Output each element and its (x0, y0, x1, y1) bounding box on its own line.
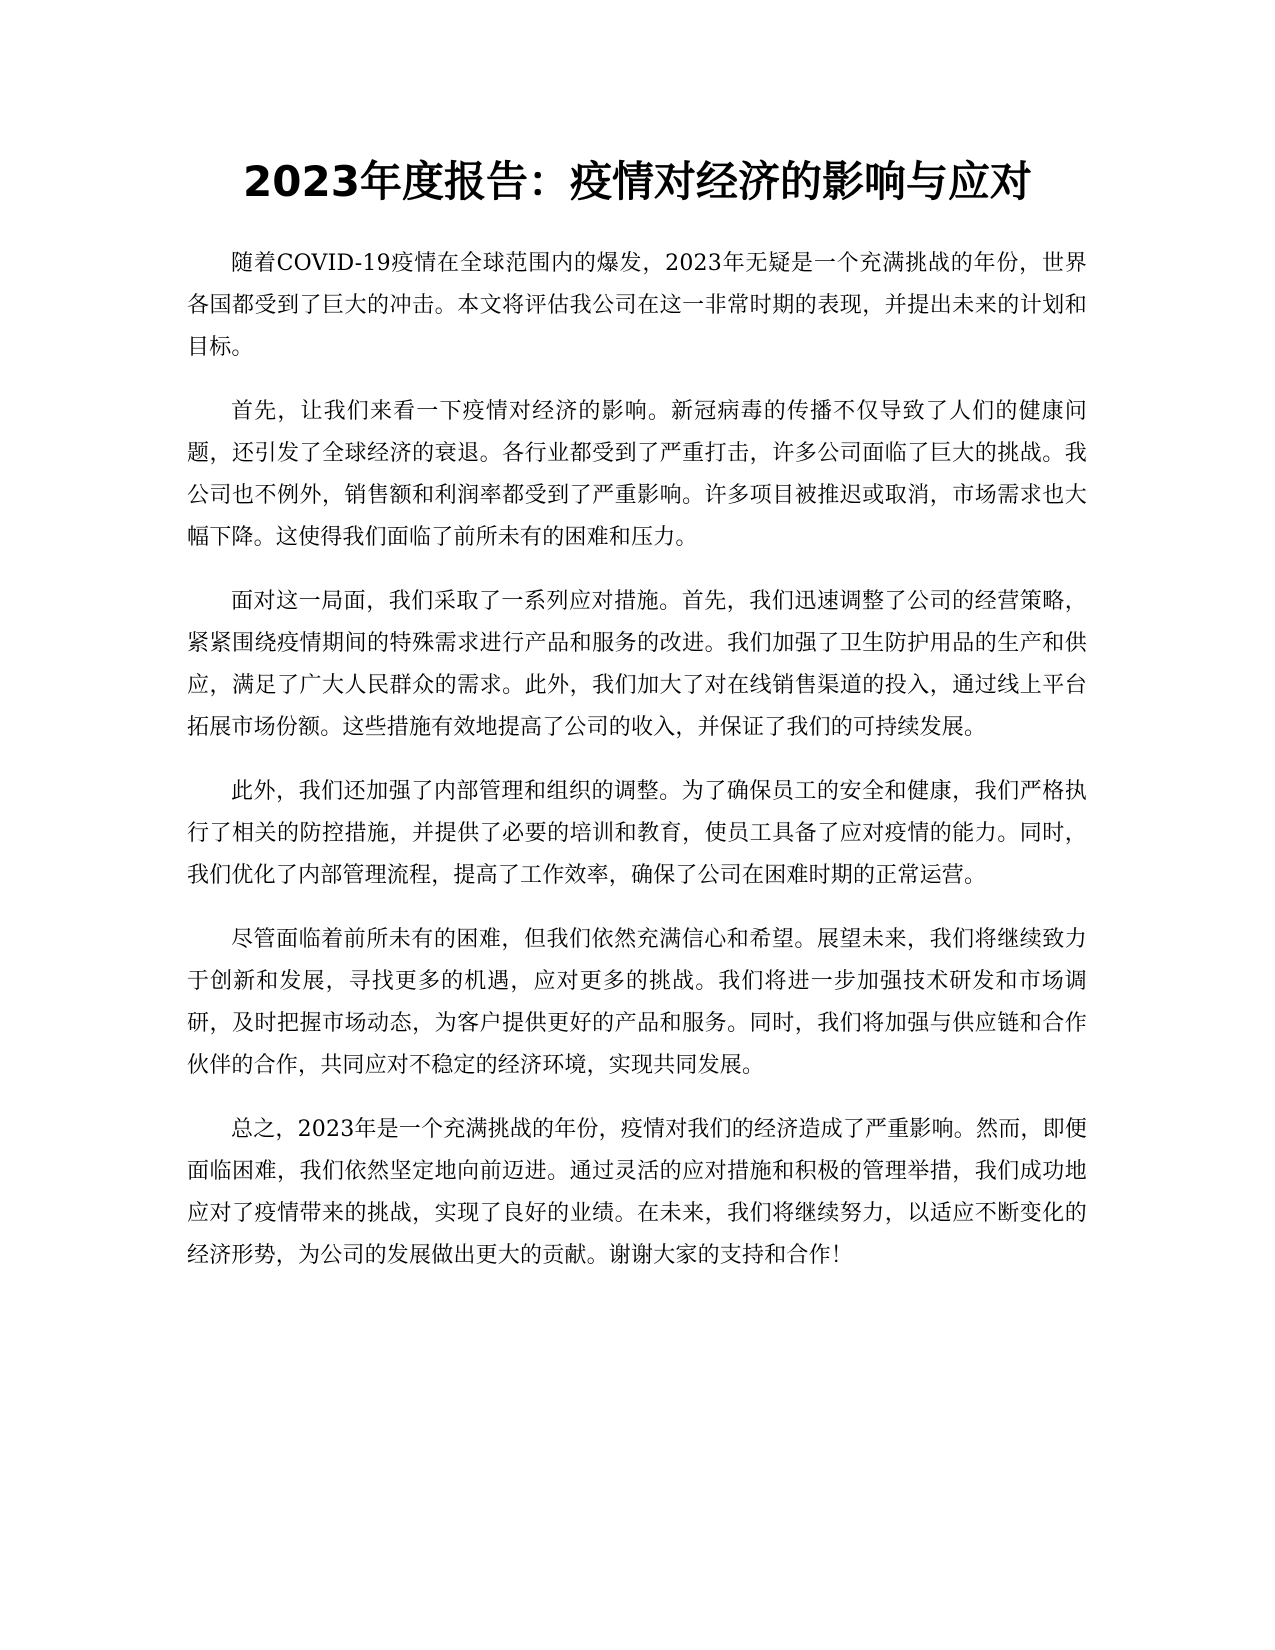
paragraph-intro: 随着COVID-19疫情在全球范围内的爆发，2023年无疑是一个充满挑战的年份，世界各国都受到了巨大的冲击。本文将评估我公司在这一非常时期的表现，并提出未来的计划和目标。 (187, 251, 1087, 360)
paragraph-conclusion: 总之，2023年是一个充满挑战的年份，疫情对我们的经济造成了严重影响。然而，即便面临困难，我们依然坚定地向前迈进。通过灵活的应对措施和积极的管理举措，我们成功地应对了疫情带来的挑战，实现了良好的业绩。在未来，我们将继续努力，以适应不断变化的经济形势，为公司的发展做出更大的贡献。谢谢大家的支持和合作！ (187, 1117, 1087, 1268)
paragraph-impact: 首先，让我们来看一下疫情对经济的影响。新冠病毒的传播不仅导致了人们的健康问题，还引发了全球经济的衰退。各行业都受到了严重打击，许多公司面临了巨大的挑战。我公司也不例外，销售额和利润率都受到了严重影响。许多项目被推迟或取消，市场需求也大幅下降。这使得我们面临了前所未有的困难和压力。 (187, 399, 1087, 550)
document-title: 2023年度报告：疫情对经济的影响与应对 (243, 157, 1032, 206)
paragraph-outlook: 尽管面临着前所未有的困难，但我们依然充满信心和希望。展望未来，我们将继续致力于创新和发展，寻找更多的机遇，应对更多的挑战。我们将进一步加强技术研发和市场调研，及时把握市场动态，为客户提供更好的产品和服务。同时，我们将加强与供应链和合作伙伴的合作，共同应对不稳定的经济环境，实现共同发展。 (187, 927, 1087, 1078)
paragraph-measures: 面对这一局面，我们采取了一系列应对措施。首先，我们迅速调整了公司的经营策略，紧紧围绕疫情期间的特殊需求进行产品和服务的改进。我们加强了卫生防护用品的生产和供应，满足了广大人民群众的需求。此外，我们加大了对在线销售渠道的投入，通过线上平台拓展市场份额。这些措施有效地提高了公司的收入，并保证了我们的可持续发展。 (187, 589, 1087, 740)
paragraph-management: 此外，我们还加强了内部管理和组织的调整。为了确保员工的安全和健康，我们严格执行了相关的防控措施，并提供了必要的培训和教育，使员工具备了应对疫情的能力。同时，我们优化了内部管理流程，提高了工作效率，确保了公司在困难时期的正常运营。 (187, 779, 1087, 888)
document-body (187, 243, 1087, 1299)
